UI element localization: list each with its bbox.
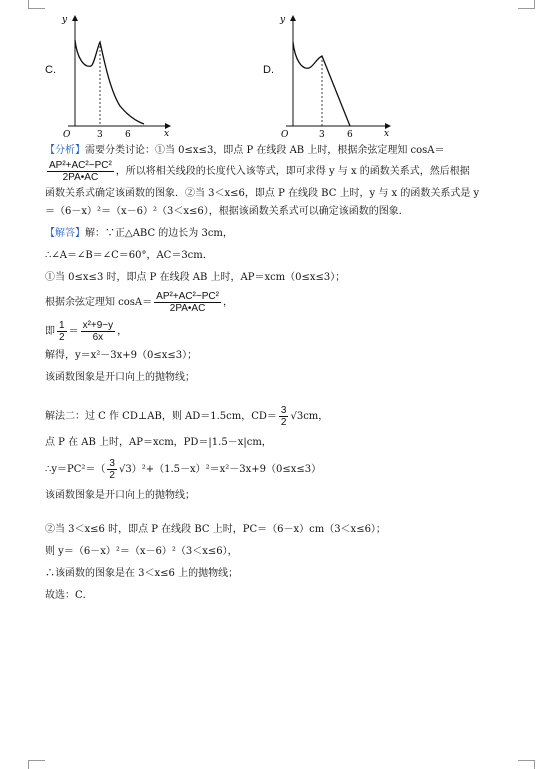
crop-mark-bottom-left	[28, 760, 45, 769]
option-c-graph	[58, 8, 176, 138]
analysis-line-1: 【分析】需要分类讨论：①当 0≤x≤3，即点 P 在线段 AB 上时，根据余弦定理知 cosA＝	[45, 145, 445, 156]
cosine-fraction-2: $\frac{\text{AP²+AC²−PC²}}{2PA•AC}$	[156, 291, 219, 314]
solution-line-1: 【解答】解：∵正△ABC 的边长为 3cm，	[45, 228, 233, 239]
y-label: y	[280, 15, 286, 25]
curve	[75, 40, 144, 124]
tick-3: 3	[97, 130, 103, 138]
analysis-line-4: ＝（6－x）²＝（x－6）²（3＜x≤6），根据该函数关系式可以确定该函数的图象．	[45, 206, 409, 217]
tick-3: 3	[319, 130, 325, 138]
crop-mark-bottom-right	[518, 760, 535, 769]
cosine-fraction: $\frac{\text{AP²+AC²−PC²}}{2PA•AC}$	[49, 160, 112, 183]
analysis-line-2: $\frac{\text{AP²+AC²−PC²}}{2PA•AC}$ ，所以将相关线段的长度代入该等式，即可求得 y 与 x 的函数关系式，然后根据	[49, 160, 470, 183]
method2-line-2: 点 P 在 AB 上时，AP＝xcm，PD＝|1.5－x|cm，	[45, 437, 272, 448]
origin-label: O	[281, 130, 289, 138]
crop-mark-top-right	[518, 0, 535, 9]
solution-line-6: 解得，y＝x²－3x+9（0≤x≤3）；	[45, 350, 198, 361]
option-d-graph	[276, 8, 396, 138]
x-label: x	[384, 129, 390, 138]
solution-content	[45, 144, 530, 603]
solution-line-3: ①当 0≤x≤3 时，即点 P 在线段 AB 上时，AP＝xcm（0≤x≤3）；	[45, 272, 346, 283]
solution-line-5: 即 $\frac{1}{2}$ ＝ $\frac{\text{x²+9−y}}{6x}$ ，	[45, 320, 128, 343]
part2-line-1: ②当 3＜x≤6 时，即点 P 在线段 BC 上时，PC＝（6－x）cm（3＜x≤6）；	[45, 524, 386, 535]
solution-line-4: 根据余弦定理知 cosA＝ $\frac{\text{AP²+AC²−PC²}}{2PA•AC}$ ，	[45, 291, 233, 314]
analysis-tag: 【分析】	[45, 145, 85, 156]
tick-6: 6	[347, 130, 353, 138]
crop-mark-top-left	[28, 0, 45, 9]
method2-line-4: 该函数图象是开口向上的抛物线；	[45, 490, 195, 501]
part2-line-2: 则 y＝（6－x）²＝（x－6）²（3＜x≤6），	[45, 546, 238, 557]
solution-tag: 【解答】	[45, 228, 85, 239]
answer-line: 故选：C．	[45, 590, 93, 601]
y-label: y	[62, 15, 68, 25]
origin-label: O	[63, 130, 71, 138]
solution-line-2: ∴∠A＝∠B＝∠C＝60°，AC＝3cm．	[45, 250, 213, 261]
curve	[293, 42, 350, 126]
method2-line-3: ∴y＝PC²＝（ $\frac{3}{2}$ √3）²+（1.5－x）²＝x²－3x+9（0≤x≤3）	[45, 458, 322, 481]
option-d-label: D.	[263, 64, 274, 76]
method2-line-1: 解法二：过 C 作 CD⊥AB，则 AD＝1.5cm，CD＝ $\frac{3}{2}$ √3cm，	[45, 405, 329, 428]
x-label: x	[164, 129, 170, 138]
option-c-label: C.	[45, 64, 56, 76]
analysis-line-3: 函数关系式确定该函数的图象．②当 3＜x≤6，即点 P 在线段 BC 上时，y 与 x 的函数关系式是 y	[45, 188, 480, 199]
tick-6: 6	[125, 130, 131, 138]
solution-line-7: 该函数图象是开口向上的抛物线；	[45, 372, 195, 383]
part2-line-3: ∴该函数的图象是在 3＜x≤6 上的抛物线；	[45, 568, 239, 579]
